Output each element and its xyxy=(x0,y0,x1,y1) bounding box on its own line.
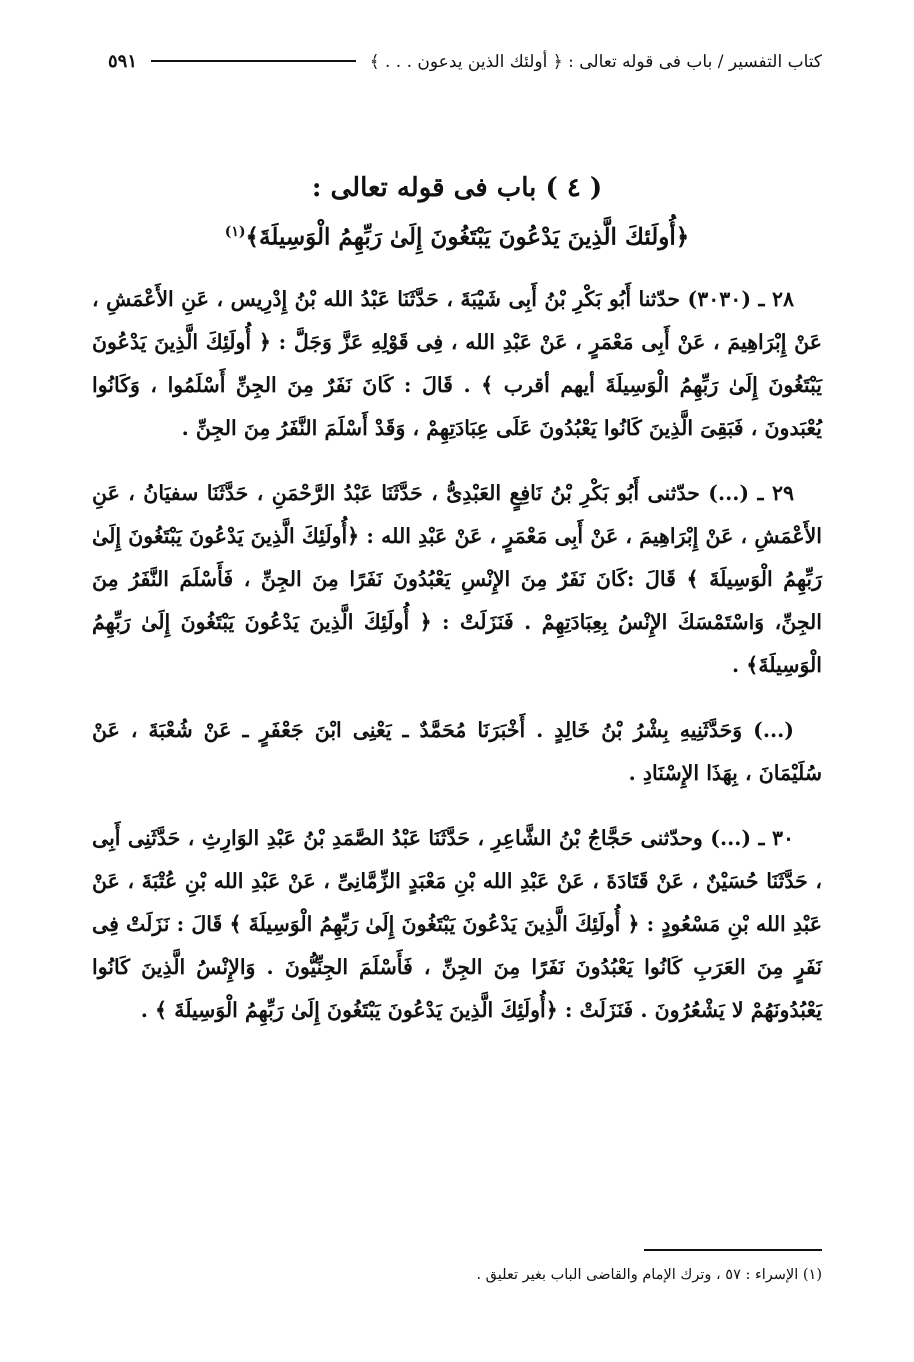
footnote-reference: (١) xyxy=(224,224,246,240)
chapter-verse-text: ﴿أُولَئكَ الَّذِينَ يَدْعُونَ يَبْتَغُونَ إِلَىٰ رَبِّهِمُ الْوَسِيلَةَ﴾ xyxy=(245,223,690,251)
running-title: كتاب التفسير / باب فى قوله تعالى : ﴿ أولئك الذين يدعون . . . ﴾ xyxy=(369,51,822,72)
hadith-paragraph: ٢٨ ـ (٣٠٣٠) حدّثنا أَبُو بَكْرِ بْنُ أَبِى شَيْبَةَ ، حَدَّثَنَا عَبْدُ الله بْنُ إِدْرِيس ، عَنِ الأَعْمَشِ ، عَنْ إِبْرَاهِيمَ ، عَنْ أَبِى مَعْمَرٍ ، عَنْ عَبْدِ الله ، فِى قَوْلِهِ عَزَّ وَجَلَّ : ﴿ أُولَئِكَ الَّذِينَ يَدْعُونَ يَبْتَغُونَ إِلَىٰ رَبِّهِمُ الْوَسِيلَةَ أيهم أقرب ﴾ . قَالَ : كَانَ نَفَرٌ مِنَ الجِنِّ أَسْلَمُوا ، وَكَانُوا يُعْبَدونَ ، فَبَقِىَ الَّذِينَ كَانُوا يَعْبُدُونَ عَلَى عِبَادَتِهِمْ ، وَقَدْ أَسْلَمَ النَّفَرُ مِنَ الجِنِّ . xyxy=(92,287,822,440)
chapter-title: ( ٤ ) باب فى قوله تعالى : xyxy=(311,173,603,203)
body-text xyxy=(92,278,822,1054)
page-number: ٥٩١ xyxy=(108,50,138,72)
footnote: (١) الإسراء : ٥٧ ، وترك الإمام والقاضى الباب بغير تعليق . xyxy=(476,1267,822,1283)
hadith-paragraph: ٣٠ ـ (...) وحدّثنى حَجَّاجُ بْنُ الشَّاعِرِ ، حَدَّثَنَا عَبْدُ الصَّمَدِ بْنُ عَبْدِ الوَارِثِ ، حَدَّثَنِى أَبِى ، حَدَّثَنَا حُسَيْنٌ ، عَنْ قَتَادَةَ ، عَنْ عَبْدِ الله بْنِ مَعْبَدٍ الزِّمَّانِىِّ ، عَنْ عَبْدِ الله بْنِ عُتْبَةَ ، عَنْ عَبْدِ الله بْنِ مَسْعُودٍ : ﴿ أُولَئِكَ الَّذِينَ يَدْعُونَ يَبْتَغُونَ إِلَىٰ رَبِّهِمُ الْوَسِيلَةَ ﴾ قَالَ : نَزَلَتْ فِى نَفَرٍ مِنَ العَرَبِ كَانُوا يَعْبُدُونَ نَفَرًا مِنَ الجِنِّ ، فَأَسْلَمَ الجِنِّيُّونَ . وَالإِنْسُ الَّذِينَ كَانُوا يَعْبُدُونَهُمْ لا يَشْعُرُونَ . فَنَزَلَتْ : ﴿أُولَئِكَ الَّذِينَ يَدْعُونَ يَبْتَغُونَ إِلَىٰ رَبِّهِمُ الْوَسِيلَةَ ﴾ . xyxy=(92,826,822,1022)
header-rule xyxy=(151,60,356,62)
hadith-paragraph: (...) وَحَدَّثَنِيهِ بِشْرُ بْنُ خَالِدٍ . أَخْبَرَنَا مُحَمَّدٌ ـ يَعْنِى ابْنَ جَعْفَرٍ ـ عَنْ شُعْبَةَ ، عَنْ سُلَيْمَانَ ، بِهَذَا الإِسْنَادِ . xyxy=(92,718,822,785)
chapter-heading xyxy=(92,166,822,260)
hadith-paragraph: ٢٩ ـ (...) حدّثنى أَبُو بَكْرِ بْنُ نَافِعٍ العَبْدِىُّ ، حَدَّثَنَا عَبْدُ الرَّحْمَنِ ، حَدَّثَنَا سفيَانُ ، عَنِ الأَعْمَشِ ، عَنْ إِبْرَاهِيمَ ، عَنْ أَبِى مَعْمَرٍ ، عَنْ عَبْدِ الله : ﴿أُولَئِكَ الَّذِينَ يَدْعُونَ يَبْتَغُونَ إِلَىٰ رَبِّهِمُ الْوَسِيلَةَ ﴾ قَالَ :كَانَ نَفَرٌ مِنَ الإِنْسِ يَعْبُدُونَ نَفَرًا مِنَ الجِنِّ ، فَأَسْلَمَ النَّفَرُ مِنَ الجِنِّ، وَاسْتَمْسَكَ الإِنْسُ بِعِبَادَتِهِمْ . فَنَزَلَتْ : ﴿ أُولَئِكَ الَّذِينَ يَدْعُونَ يَبْتَغُونَ إِلَىٰ رَبِّهِمُ الْوَسِيلَةَ﴾ . xyxy=(92,481,822,677)
chapter-verse xyxy=(92,210,822,260)
running-header xyxy=(108,46,822,76)
footnote-rule xyxy=(644,1249,822,1251)
